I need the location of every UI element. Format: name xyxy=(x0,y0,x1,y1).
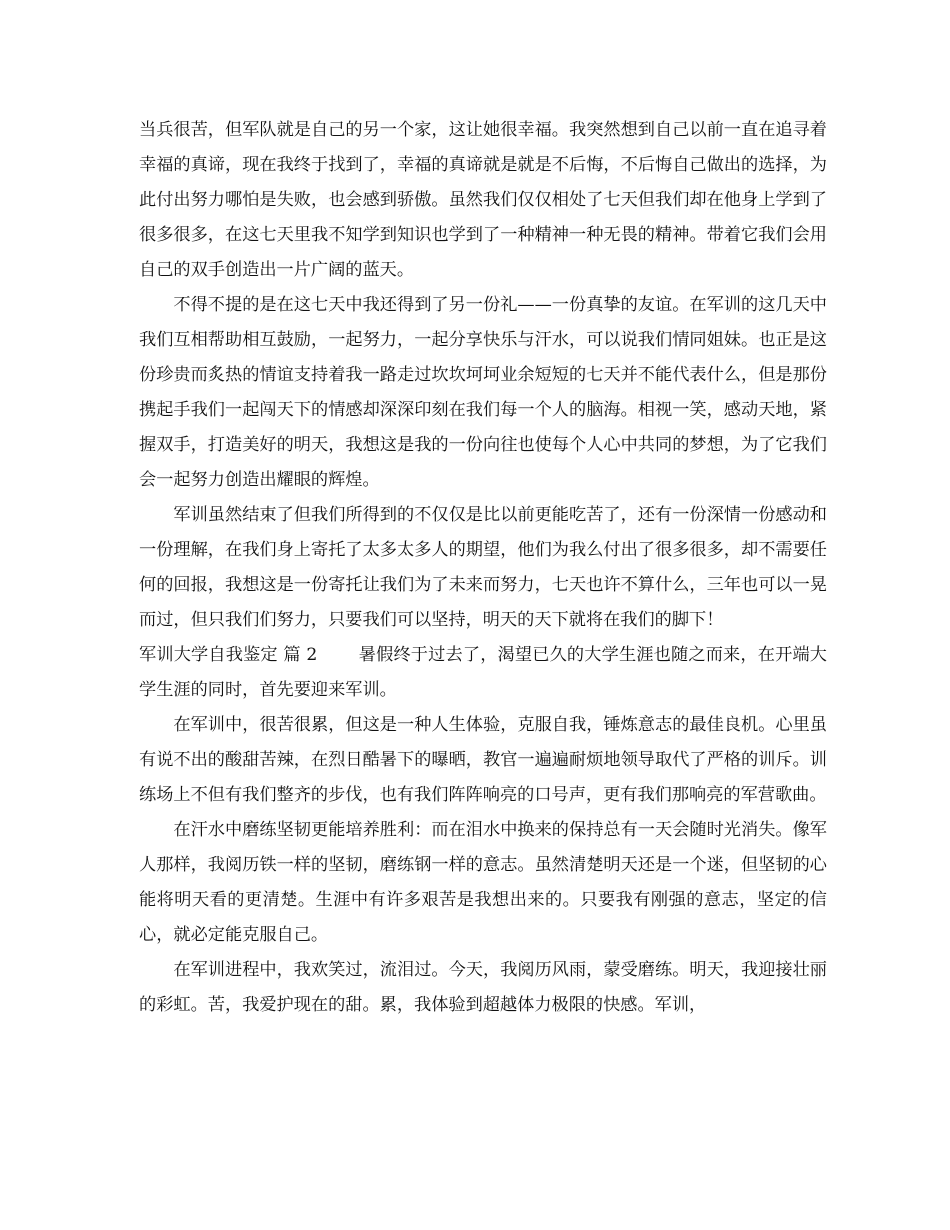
section-title: 军训大学自我鉴定 篇 2 xyxy=(139,645,318,665)
paragraph-1: 当兵很苦，但军队就是自己的另一个家，这让她很幸福。我突然想到自己以前一直在追寻着幸福的真谛，现在我终于找到了，幸福的真谛就是就是不后悔，不后悔自己做出的选择，为此付出努力哪怕是失败，也会感到骄傲。虽然我们仅仅相处了七天但我们却在他身上学到了很多很多，在这七天里我不知学到知识也学到了一种精神一种无畏的精神。带着它我们会用自己的双手创造出一片广阔的蓝天。 xyxy=(139,120,827,280)
section-lead-text: 暑假终于过去了，渴望已久的大学生涯也随之而来，在开端大学生涯的同时，首先要迎来军训。 xyxy=(139,645,827,700)
paragraph-3: 军训虽然结束了但我们所得到的不仅仅是比以前更能吃苦了，还有一份深情一份感动和一份理解，在我们身上寄托了太多太多人的期望，他们为我么付出了很多很多，却不需要任何的回报，我想这是一份寄托让我们为了未来而努力，七天也许不算什么，三年也可以一晃而过，但只我们们努力，只要我们可以坚持，明天的天下就将在我们的脚下！ xyxy=(139,505,827,630)
section-heading-line xyxy=(139,638,827,708)
paragraph-2: 不得不提的是在这七天中我还得到了另一份礼——一份真挚的友谊。在军训的这几天中我们互相帮助相互鼓励，一起努力，一起分享快乐与汗水，可以说我们情同姐妹。也正是这份珍贵而炙热的情谊支持着我一路走过坎坎坷坷业余短短的七天并不能代表什么，但是那份携起手我们一起闯天下的情感却深深印刻在我们每一个人的脑海。相视一笑，感动天地，紧握双手，打造美好的明天，我想这是我的一份向往也使每个人心中共同的梦想，为了它我们会一起努力创造出耀眼的辉煌。 xyxy=(139,295,827,490)
section-paragraph-3: 在军训进程中，我欢笑过，流泪过。今天，我阅历风雨，蒙受磨练。明天，我迎接壮丽的彩虹。苦，我爱护现在的甜。累，我体验到超越体力极限的快感。军训， xyxy=(139,960,827,1015)
section-paragraph-1: 在军训中，很苦很累，但这是一种人生体验，克服自我，锤炼意志的最佳良机。心里虽有说不出的酸甜苦辣，在烈日酷暑下的曝晒，教官一遍遍耐烦地领导取代了严格的训斥。训练场上不但有我们整齐的步伐，也有我们阵阵响亮的口号声，更有我们那响亮的军营歌曲。 xyxy=(139,715,827,805)
section-paragraph-2: 在汗水中磨练坚韧更能培养胜利：而在泪水中换来的保持总有一天会随时光消失。像军人那样，我阅历铁一样的坚韧，磨练钢一样的意志。虽然清楚明天还是一个迷，但坚韧的心能将明天看的更清楚。生涯中有许多艰苦是我想出来的。只要我有刚强的意志，坚定的信心，就必定能克服自己。 xyxy=(139,820,827,945)
document-body xyxy=(139,113,827,1023)
